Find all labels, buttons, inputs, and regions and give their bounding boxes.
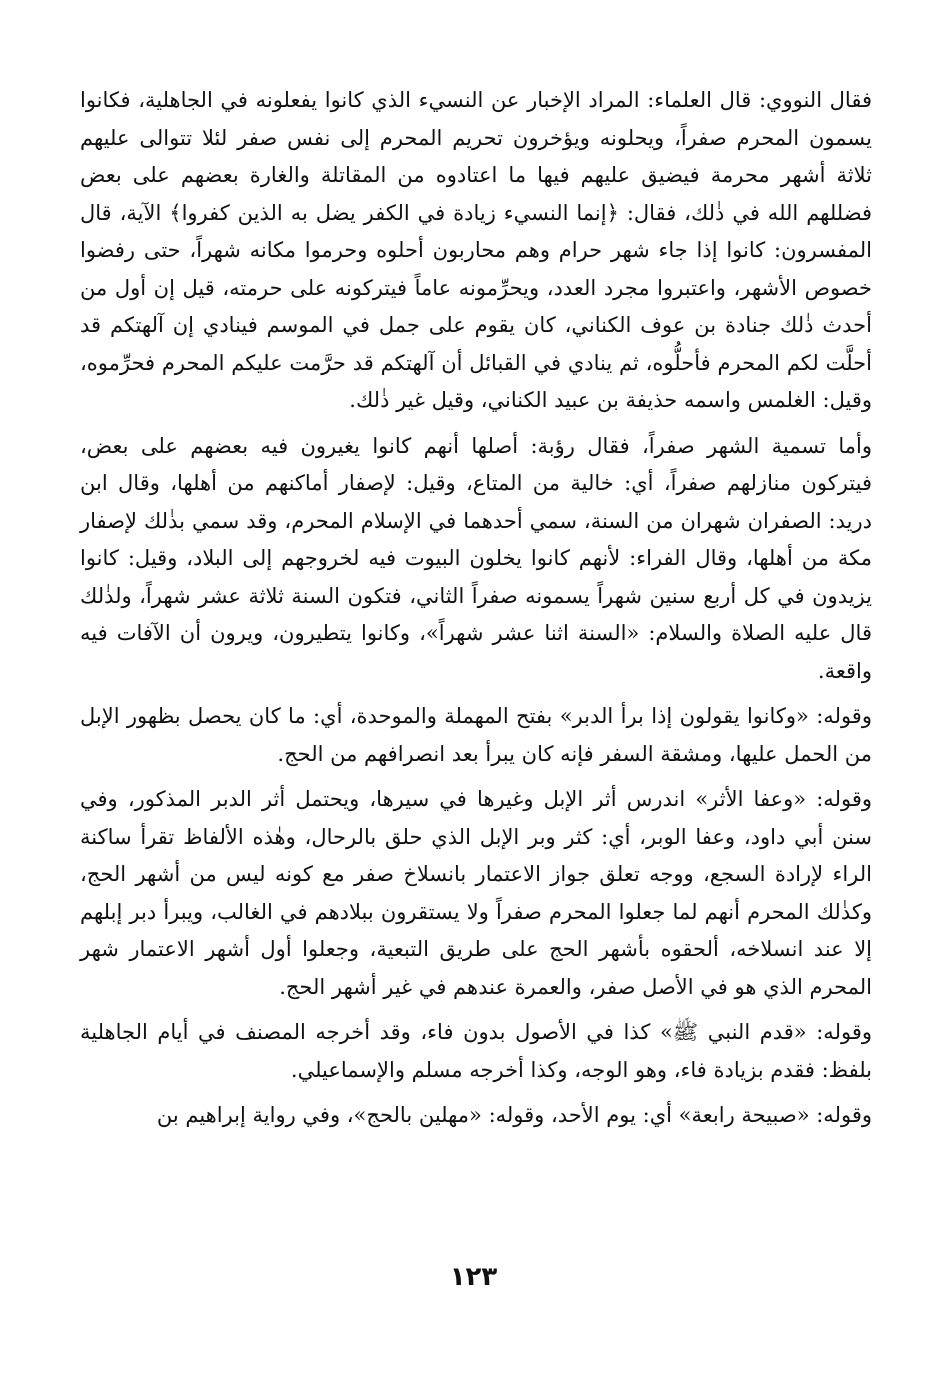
paragraph-dabar: وقوله: «وكانوا يقولون إذا برأ الدبر» بفتح المهملة والموحدة، أي: ما كان يحصل بظهور الإبل من الحمل عليها، ومشقة السفر فإنه كان يبرأ بعد انصرافهم من الحج. xyxy=(80,704,872,766)
page-body xyxy=(80,82,872,1143)
paragraph-safar-naming: وأما تسمية الشهر صفراً، فقال رؤبة: أصلها أنهم كانوا يغيرون فيه بعضهم على بعض، فيتركون منازلهم صفراً، أي: خالية من المتاع، وقيل: لإصفار أماكنهم من أهلها، وقال ابن دريد: الصفران شهران من السنة، سمي أحدهما في الإسلام المحرم، وقد سمي بذٰلك لإصفار مكة من أهلها، وقال الفراء: لأنهم كانوا يخلون البيوت فيه لخروجهم إلى البلاد، وقيل: كانوا يزيدون في كل أربع سنين شهراً يسمونه صفراً الثاني، فتكون السنة ثلاثة عشر شهراً، ولذٰلك قال عليه الصلاة والسلام: «السنة اثنا عشر شهراً»، وكانوا يتطيرون، ويرون أن الآفات فيه واقعة. xyxy=(80,433,872,683)
paragraph-afa-athar: وقوله: «وعفا الأثر» اندرس أثر الإبل وغيرها في سيرها، ويحتمل أثر الدبر المذكور، وفي سنن أبي داود، وعفا الوبر، أي: كثر وبر الإبل الذي حلق بالرحال، وهٰذه الألفاظ تقرأ ساكنة الراء لإرادة السجع، ووجه تعلق جواز الاعتمار بانسلاخ صفر مع كونه ليس من أشهر الحج، وكذٰلك المحرم أنهم لما جعلوا المحرم صفراً ولا يستقرون ببلادهم في الغالب، ويبرأ دبر إبلهم إلا عند انسلاخه، ألحقوه بأشهر الحج على طريق التبعية، وجعلوا أول أشهر الاعتمار شهر المحرم الذي هو في الأصل صفر، والعمرة عندهم في غير أشهر الحج. xyxy=(80,787,872,999)
paragraph-subayhat-rabia: وقوله: «صبيحة رابعة» أي: يوم الأحد، وقوله: «مهلين بالحج»، وفي رواية إبراهيم بن xyxy=(156,1103,872,1127)
paragraph-nawawi-nasi: فقال النووي: قال العلماء: المراد الإخبار عن النسيء الذي كانوا يفعلونه في الجاهلية، فكانوا يسمون المحرم صفراً، ويحلونه ويؤخرون تحريم المحرم إلى نفس صفر لئلا تتوالى عليهم ثلاثة أشهر محرمة فيضيق عليهم فيها ما اعتادوه من المقاتلة والغارة بعضهم على بعض فضللهم الله في ذٰلك، فقال: ﴿إنما النسيء زيادة في الكفر يضل به الذين كفروا﴾ الآية، قال المفسرون: كانوا إذا جاء شهر حرام وهم محاربون أحلوه وحرموا مكانه شهراً، حتى رفضوا خصوص الأشهر، واعتبروا مجرد العدد، ويحرِّمونه عاماً فيتركونه على حرمته، قيل إن أول من أحدث ذٰلك جنادة بن عوف الكناني، كان يقوم على جمل في الموسم فينادي إن آلهتكم قد أحلَّت لكم المحرم فأحلُّوه، ثم ينادي في القبائل أن آلهتكم قد حرَّمت عليكم المحرم فحرِّموه، وقيل: الغلمس واسمه حذيفة بن عبيد الكناني، وقيل غير ذٰلك. xyxy=(80,88,872,412)
paragraph-qadima-nabi: وقوله: «قدم النبي ﷺ» كذا في الأصول بدون فاء، وقد أخرجه المصنف في أيام الجاهلية بلفظ: فقدم بزيادة فاء، وهو الوجه، وكذا أخرجه مسلم والإسماعيلي. xyxy=(80,1020,872,1082)
page-number: ١٢٣ xyxy=(449,1262,498,1292)
